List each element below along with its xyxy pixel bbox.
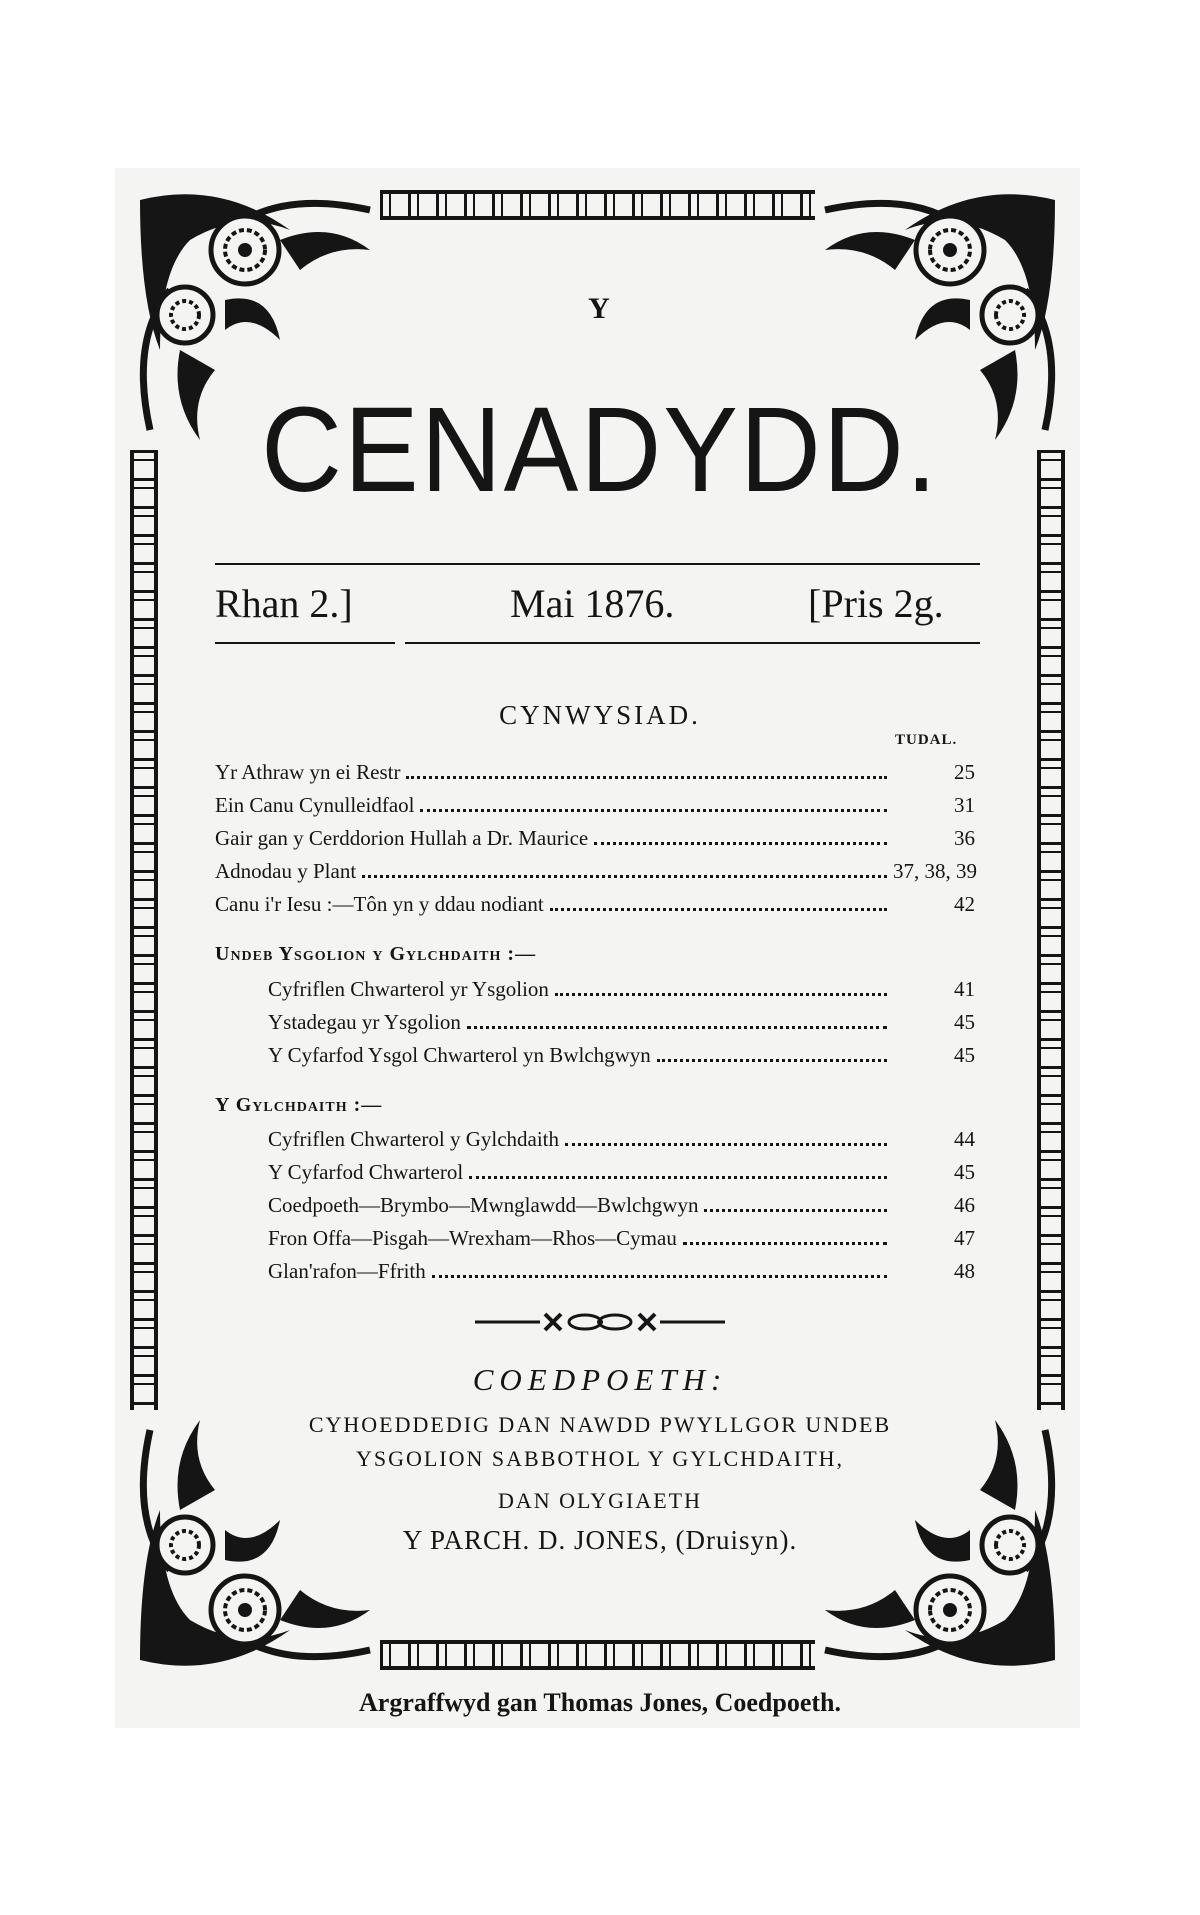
toc-item — [268, 1127, 975, 1152]
issue-price: [Pris 2g. — [808, 581, 944, 626]
dot-leader — [594, 842, 887, 845]
toc-item-page: 45 — [954, 1043, 975, 1067]
toc-item-page: 25 — [954, 760, 975, 784]
toc-item — [268, 1226, 975, 1251]
dot-leader — [555, 993, 887, 996]
toc-item-page: 45 — [954, 1010, 975, 1034]
toc-item-title: Fron Offa—Pisgah—Wrexham—Rhos—Cymau — [268, 1226, 677, 1250]
toc-item-page: 44 — [954, 1127, 975, 1151]
toc-item-page: 48 — [954, 1259, 975, 1283]
ornamental-divider — [475, 1310, 725, 1334]
toc-item-title: Glan'rafon—Ffrith — [268, 1259, 426, 1283]
toc-item-title: Ein Canu Cynulleidfaol — [215, 793, 415, 817]
dot-leader — [420, 809, 887, 812]
toc-item-page: 45 — [954, 1160, 975, 1184]
dot-leader — [565, 1143, 887, 1146]
part-number: Rhan 2.] — [215, 581, 353, 626]
toc-item-title: Y Cyfarfod Chwarterol — [268, 1160, 464, 1184]
toc-item — [268, 1043, 975, 1068]
imprint-line-3: DAN OLYGIAETH — [497, 1488, 703, 1513]
toc-item — [215, 859, 975, 884]
toc-item — [215, 892, 975, 917]
editor-name: Y PARCH. D. JONES, (Druisyn). — [402, 1525, 798, 1555]
dot-leader — [406, 776, 887, 779]
toc-item-title: Cyfriflen Chwarterol yr Ysgolion — [268, 977, 549, 1001]
imprint-place: COEDPOETH: — [472, 1362, 728, 1397]
section-heading-undeb: Undeb Ysgolion y Gylchdaith :— — [215, 943, 537, 965]
masthead-bottom-rule-left — [215, 642, 395, 644]
dot-leader — [469, 1176, 887, 1179]
toc-item-title: Gair gan y Cerddorion Hullah a Dr. Maurice — [215, 826, 589, 850]
toc-item-page: 42 — [954, 892, 975, 916]
imprint-line-1: CYHOEDDEDIG DAN NAWDD PWYLLGOR UNDEB — [308, 1412, 892, 1437]
toc-item-page: 46 — [954, 1193, 975, 1217]
toc-item — [268, 1259, 975, 1284]
toc-item — [268, 1010, 975, 1035]
right-chain-border — [1037, 450, 1065, 1410]
dot-leader — [657, 1059, 887, 1062]
toc-item — [215, 760, 975, 785]
dot-leader — [704, 1209, 887, 1212]
left-chain-border — [130, 450, 158, 1410]
magazine-title: CENADYDD. — [261, 382, 939, 517]
toc-item-page: 31 — [954, 793, 975, 817]
dot-leader — [550, 908, 887, 911]
toc-item — [215, 826, 975, 851]
toc-item-page: 47 — [954, 1226, 975, 1250]
section-heading-gylchdaith: Y Gylchdaith :— — [215, 1094, 383, 1116]
toc-item — [215, 793, 975, 818]
toc-item-title: Coedpoeth—Brymbo—Mwnglawdd—Bwlchgwyn — [268, 1193, 699, 1217]
masthead-top-rule — [215, 563, 980, 565]
toc-item-title: Y Cyfarfod Ysgol Chwarterol yn Bwlchgwyn — [268, 1043, 651, 1067]
dot-leader — [432, 1275, 887, 1278]
dot-leader — [467, 1026, 887, 1029]
masthead-bottom-rule-right — [405, 642, 980, 644]
toc-item-page: 36 — [954, 826, 975, 850]
toc-item — [268, 1160, 975, 1185]
dot-leader — [683, 1242, 887, 1245]
toc-item-title: Yr Athraw yn ei Restr — [215, 760, 401, 784]
toc-item-title: Cyfriflen Chwarterol y Gylchdaith — [268, 1127, 560, 1151]
toc-item-page: 41 — [954, 977, 975, 1001]
toc-item-title: Ystadegau yr Ysgolion — [268, 1010, 461, 1034]
toc-item — [268, 977, 975, 1002]
toc-item-page: 37, 38, 39 — [893, 859, 977, 883]
toc-item — [268, 1193, 975, 1218]
toc-item-title: Canu i'r Iesu :—Tôn yn y ddau nodiant — [215, 892, 544, 916]
imprint-line-2: YSGOLION SABBOTHOL Y GYLCHDAITH, — [355, 1446, 845, 1471]
toc-item-title: Adnodau y Plant — [215, 859, 357, 883]
page-column-label: TUDAL. — [895, 732, 958, 748]
issue-date: Mai 1876. — [510, 581, 675, 626]
bottom-chain-border — [380, 1640, 815, 1670]
dot-leader — [362, 875, 887, 878]
top-chain-border — [380, 190, 815, 220]
printer-credit: Argraffwyd gan Thomas Jones, Coedpoeth. — [359, 1688, 841, 1717]
contents-heading: CYNWYSIAD. — [499, 700, 701, 730]
title-article: Y — [588, 292, 612, 325]
